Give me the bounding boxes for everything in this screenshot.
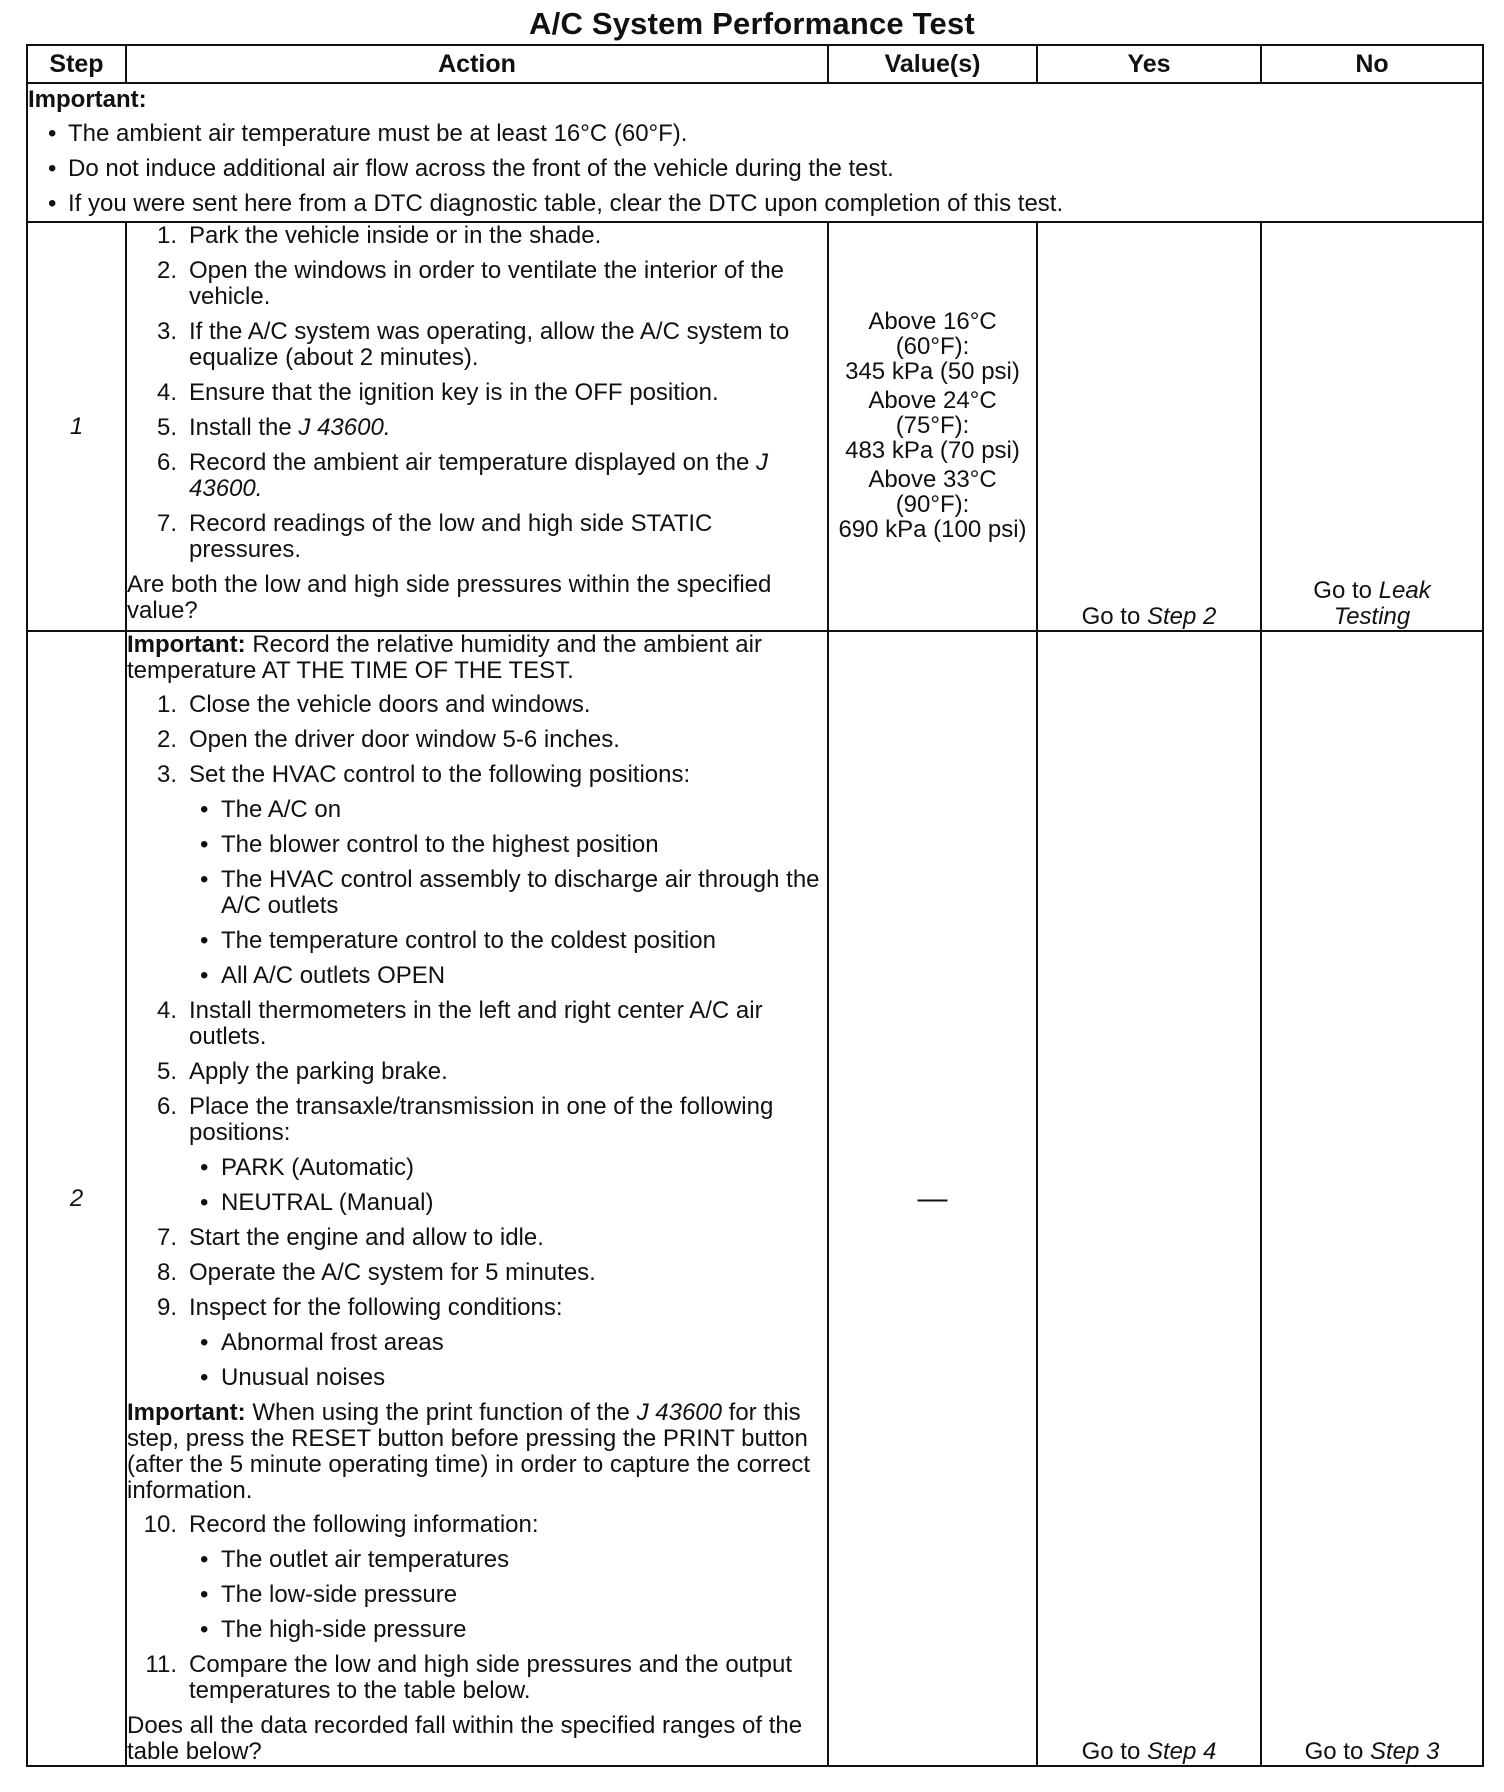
- step-2-row: [27, 631, 1483, 1766]
- step-2-yes: Go to Step 4: [1037, 631, 1261, 1766]
- step-2-subitem: • The blower control to the highest position: [127, 832, 827, 858]
- step-2-number: 2: [27, 631, 126, 1766]
- value-block: Above 16°C (60°F): 345 kPa (50 psi): [845, 308, 1020, 385]
- step-1-item: 6. Record the ambient air temperature displayed on the J 43600.: [156, 449, 768, 502]
- header-step: Step: [27, 45, 126, 83]
- important-row: [27, 83, 1483, 222]
- step-2-item: 11. Compare the low and high side pressures and the output temperatures to the table below.: [145, 1651, 793, 1704]
- step-1-item: 4. Ensure that the ignition key is in the OFF position.: [156, 379, 719, 406]
- step-1-item: 3. If the A/C system was operating, allow the A/C system to equalize (about 2 minutes).: [156, 318, 790, 371]
- step-2-subitem: • NEUTRAL (Manual): [127, 1190, 827, 1216]
- header-action: Action: [126, 45, 828, 83]
- step-1-yes: Go to Step 2: [1037, 222, 1261, 631]
- step-2-item: 3. Set the HVAC control to the following positions:: [156, 761, 691, 788]
- step-1-no: Go to Leak Testing: [1261, 222, 1483, 631]
- step-2-subitem: • The high-side pressure: [127, 1617, 827, 1643]
- step-4-link[interactable]: Step 4: [1146, 1738, 1217, 1765]
- step-2-link[interactable]: Step 2: [1146, 603, 1217, 630]
- step-1-action: [126, 222, 828, 631]
- value-block: Above 33°C (90°F): 690 kPa (100 psi): [838, 466, 1027, 543]
- diagnostic-table: [26, 44, 1484, 1767]
- step-2-item: 10. Record the following information:: [143, 1511, 539, 1538]
- step-2-item: 1. Close the vehicle doors and windows.: [156, 691, 591, 718]
- step-2-subitem: • The HVAC control assembly to discharge air through the A/C outlets: [127, 867, 827, 919]
- step-1-item: 7. Record readings of the low and high side STATIC pressures.: [156, 510, 713, 563]
- step-2-subitem: • All A/C outlets OPEN: [127, 963, 827, 989]
- value-block: Above 24°C (75°F): 483 kPa (70 psi): [845, 387, 1020, 464]
- step-2-item: 7. Start the engine and allow to idle.: [156, 1224, 544, 1251]
- step-2-subitem: • Abnormal frost areas: [127, 1330, 827, 1356]
- tool-reference: J 43600: [636, 1399, 722, 1426]
- step-2-subitem: • The low-side pressure: [127, 1582, 827, 1608]
- step-2-question: Does all the data recorded fall within the specified ranges of the table below?: [127, 1712, 803, 1765]
- step-2-subitem: • Unusual noises: [127, 1365, 827, 1391]
- step-1-row: [27, 222, 1483, 631]
- header-no: No: [1261, 45, 1483, 83]
- tool-reference: J 43600.: [298, 414, 391, 441]
- step-1-item: 2. Open the windows in order to ventilate the interior of the vehicle.: [156, 257, 785, 310]
- step-3-link[interactable]: Step 3: [1369, 1738, 1440, 1765]
- step-2-important-note: Important: Record the relative humidity and the ambient air temperature AT THE TIME OF THE TEST.: [127, 631, 762, 684]
- leak-testing-link[interactable]: Leak: [1378, 577, 1431, 604]
- step-1-item: 1. Park the vehicle inside or in the shade.: [156, 222, 602, 249]
- step-2-item: 6. Place the transaxle/transmission in one of the following positions:: [156, 1093, 774, 1146]
- step-1-item: 5. Install the J 43600.: [156, 414, 391, 441]
- step-2-item: 2. Open the driver door window 5-6 inches.: [156, 726, 620, 753]
- leak-testing-link-cont[interactable]: Testing: [1333, 603, 1411, 630]
- step-2-subitem: • The outlet air temperatures: [127, 1547, 827, 1573]
- step-2-no: Go to Step 3: [1261, 631, 1483, 1766]
- step-1-number: 1: [27, 222, 126, 631]
- step-2-item: 9. Inspect for the following conditions:: [156, 1294, 563, 1321]
- header-yes: Yes: [1037, 45, 1261, 83]
- step-2-subitem: • The A/C on: [127, 797, 827, 823]
- step-2-item: 8. Operate the A/C system for 5 minutes.: [156, 1259, 596, 1286]
- step-2-subitem: • The temperature control to the coldest position: [127, 928, 827, 954]
- step-1-values: [828, 222, 1037, 631]
- step-2-item: 5. Apply the parking brake.: [156, 1058, 448, 1085]
- header-row: [27, 45, 1483, 83]
- step-2-important-note: Important: When using the print function of the J 43600 for this step, press the RESET button before pressing the PRINT button (after the 5 minute operating time) in order to capture the correct information.: [127, 1399, 811, 1504]
- step-1-question: Are both the low and high side pressures within the specified value?: [127, 571, 772, 624]
- header-values: Value(s): [828, 45, 1037, 83]
- tool-reference: J 43600.: [189, 449, 768, 502]
- step-2-subitem: • PARK (Automatic): [127, 1155, 827, 1181]
- important-bullet: • The ambient air temperature must be at least 16°C (60°F).: [28, 116, 1482, 151]
- important-bullet: • Do not induce additional air flow across the front of the vehicle during the test.: [28, 151, 1482, 186]
- important-bullet: • If you were sent here from a DTC diagnostic table, clear the DTC upon completion of this test.: [28, 186, 1482, 221]
- step-2-action: [126, 631, 828, 1766]
- page-title: A/C System Performance Test: [529, 6, 975, 41]
- step-2-item: 4. Install thermometers in the left and right center A/C air outlets.: [156, 997, 763, 1050]
- important-cell: [27, 83, 1483, 222]
- important-label: Important:: [28, 86, 147, 113]
- step-2-values: —: [828, 631, 1037, 1766]
